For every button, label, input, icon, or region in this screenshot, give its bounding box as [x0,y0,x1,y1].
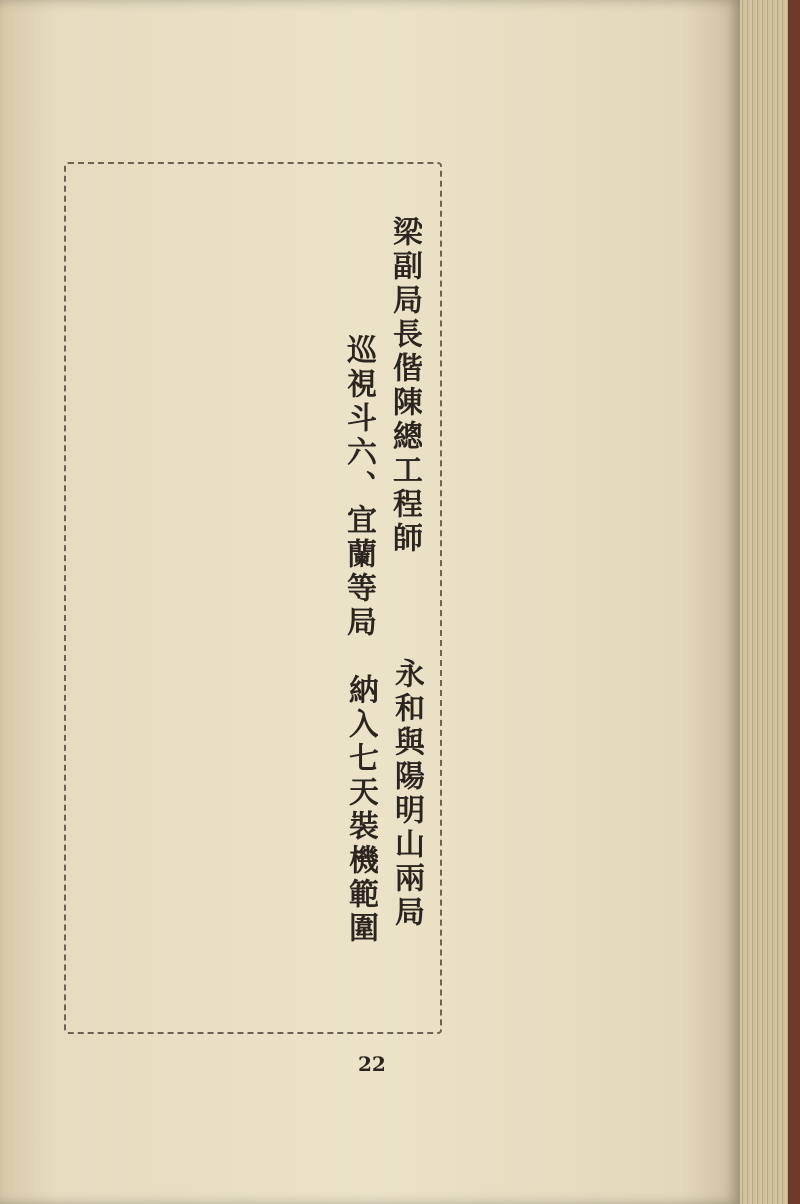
text-column [520,148,542,568]
text-column [496,148,518,568]
text-column [616,148,638,568]
article-2-title-line-2: 納入七天裝機範圍 [343,674,378,946]
article-2-title-line-1: 永和與陽明山兩局 [389,658,424,930]
article-1-title-line-2: 巡視斗六、宜蘭等局 [341,334,376,640]
text-column [500,600,522,970]
article-1-title-line-1: 梁副局長偕陳總工程師 [387,216,422,556]
text-column [524,600,546,970]
text-column [668,600,690,970]
book-cover-edge [788,0,800,1204]
text-column [544,148,566,568]
text-column [572,600,594,970]
news-box [64,162,442,1034]
text-column [596,600,618,970]
text-column [592,148,614,568]
text-column [568,148,590,568]
text-column [476,600,498,970]
text-column [688,148,710,568]
text-column [620,600,642,970]
page-number: 22 [358,1052,386,1076]
text-column [644,600,666,970]
text-column [548,600,570,970]
text-column [664,148,686,568]
text-column [640,148,662,568]
